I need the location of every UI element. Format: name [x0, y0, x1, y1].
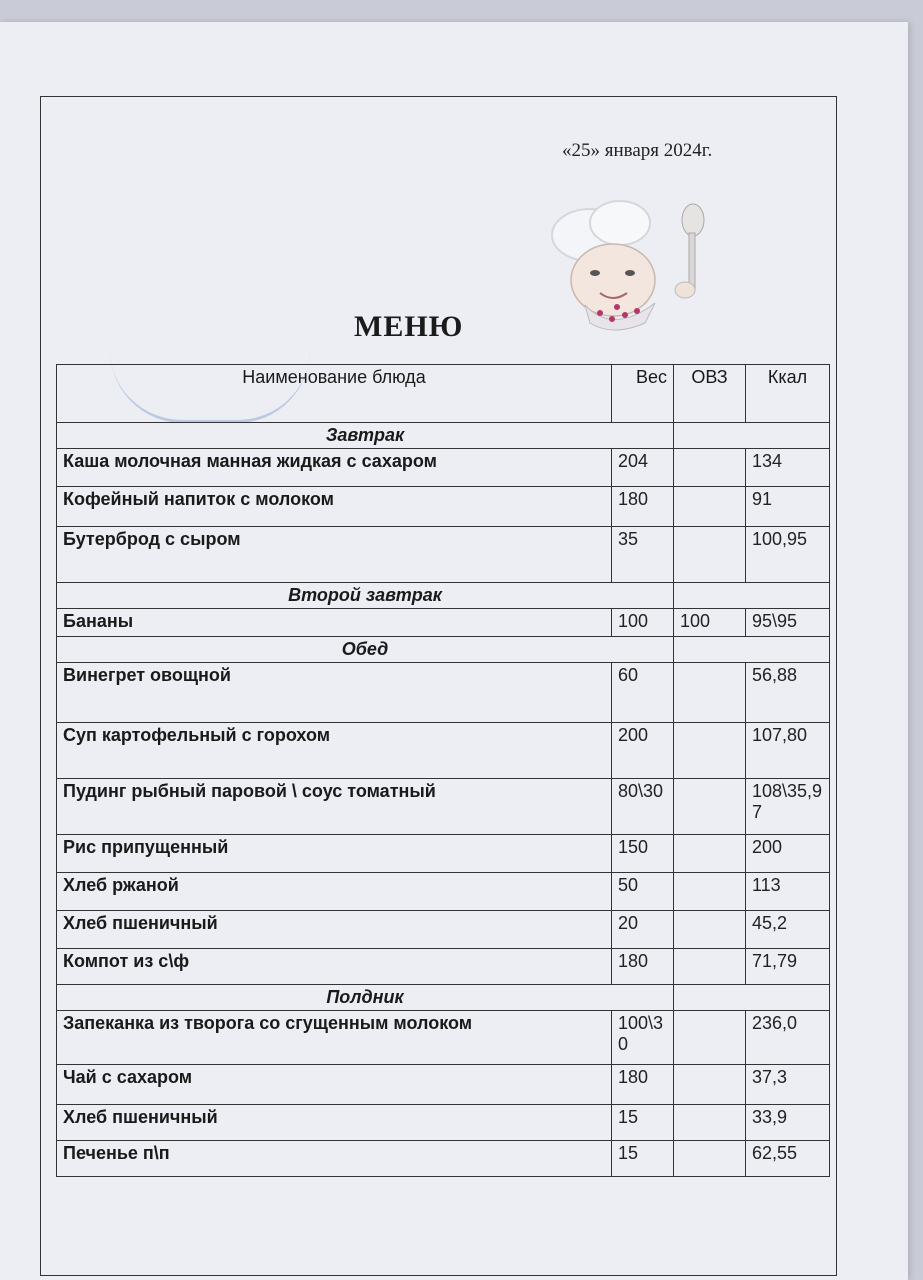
dish-name: Хлеб ржаной: [57, 873, 612, 911]
dish-weight: 35: [612, 527, 674, 583]
section-empty-cell: [674, 423, 830, 449]
dish-weight: 15: [612, 1105, 674, 1141]
dish-weight: 20: [612, 911, 674, 949]
table-row: [57, 1105, 830, 1141]
menu-table: [56, 364, 830, 1177]
dish-weight: 180: [612, 949, 674, 985]
menu-date: «25» января 2024г.: [562, 140, 713, 161]
dish-ovz: [674, 779, 746, 835]
dish-weight: 60: [612, 663, 674, 723]
dish-ovz: 100: [674, 609, 746, 637]
table-row: [57, 723, 830, 779]
section-empty-cell: [674, 985, 830, 1011]
table-row: [57, 835, 830, 873]
table-row: [57, 527, 830, 583]
dish-kcal: 236,0: [746, 1011, 830, 1065]
dish-name: Кофейный напиток с молоком: [57, 487, 612, 527]
chef-illustration: [545, 195, 715, 345]
table-row: [57, 911, 830, 949]
dish-weight: 180: [612, 487, 674, 527]
section-row: [57, 637, 830, 663]
section-empty-cell: [674, 583, 830, 609]
table-row: [57, 449, 830, 487]
section-title: Полдник: [57, 985, 674, 1011]
dish-kcal: 95\95: [746, 609, 830, 637]
dish-ovz: [674, 911, 746, 949]
dish-name: Запеканка из творога со сгущенным молоком: [57, 1011, 612, 1065]
page-title: МЕНЮ: [354, 310, 464, 343]
dish-name: Винегрет овощной: [57, 663, 612, 723]
dish-weight: 100\30: [612, 1011, 674, 1065]
column-header-weight: Вес: [612, 365, 674, 423]
table-row: [57, 609, 830, 637]
dish-weight: 50: [612, 873, 674, 911]
dish-name: Хлеб пшеничный: [57, 1105, 612, 1141]
table-row: [57, 663, 830, 723]
dish-kcal: 33,9: [746, 1105, 830, 1141]
dish-weight: 204: [612, 449, 674, 487]
table-row: [57, 779, 830, 835]
table-row: [57, 873, 830, 911]
dish-kcal: 100,95: [746, 527, 830, 583]
column-header-kcal: Ккал: [746, 365, 830, 423]
section-title: Обед: [57, 637, 674, 663]
dish-name: Каша молочная манная жидкая с сахаром: [57, 449, 612, 487]
dish-ovz: [674, 1105, 746, 1141]
dish-kcal: 113: [746, 873, 830, 911]
table-row: [57, 1141, 830, 1177]
dish-ovz: [674, 873, 746, 911]
dish-kcal: 134: [746, 449, 830, 487]
dish-ovz: [674, 527, 746, 583]
table-row: [57, 1065, 830, 1105]
dish-name: Печенье п\п: [57, 1141, 612, 1177]
dish-name: Бутерброд с сыром: [57, 527, 612, 583]
dish-ovz: [674, 449, 746, 487]
dish-name: Чай с сахаром: [57, 1065, 612, 1105]
dish-weight: 100: [612, 609, 674, 637]
column-header-name: Наименование блюда: [57, 365, 612, 423]
dish-name: Рис припущенный: [57, 835, 612, 873]
table-header-row: [57, 365, 830, 423]
dish-kcal: 200: [746, 835, 830, 873]
section-title: Завтрак: [57, 423, 674, 449]
dish-name: Суп картофельный с горохом: [57, 723, 612, 779]
dish-kcal: 91: [746, 487, 830, 527]
section-row: [57, 985, 830, 1011]
dish-weight: 200: [612, 723, 674, 779]
dish-ovz: [674, 1065, 746, 1105]
dish-ovz: [674, 949, 746, 985]
dish-kcal: 62,55: [746, 1141, 830, 1177]
dish-weight: 15: [612, 1141, 674, 1177]
section-row: [57, 423, 830, 449]
dish-ovz: [674, 487, 746, 527]
dish-ovz: [674, 1141, 746, 1177]
table-row: [57, 949, 830, 985]
table-row: [57, 487, 830, 527]
dish-weight: 150: [612, 835, 674, 873]
dish-weight: 180: [612, 1065, 674, 1105]
dish-name: Пудинг рыбный паровой \ соус томатный: [57, 779, 612, 835]
dish-kcal: 37,3: [746, 1065, 830, 1105]
dish-kcal: 45,2: [746, 911, 830, 949]
section-empty-cell: [674, 637, 830, 663]
dish-name: Бананы: [57, 609, 612, 637]
section-title: Второй завтрак: [57, 583, 674, 609]
dish-weight: 80\30: [612, 779, 674, 835]
column-header-ovz: ОВЗ: [674, 365, 746, 423]
dish-ovz: [674, 663, 746, 723]
section-row: [57, 583, 830, 609]
dish-kcal: 108\35,97: [746, 779, 830, 835]
dish-ovz: [674, 723, 746, 779]
table-row: [57, 1011, 830, 1065]
dish-ovz: [674, 1011, 746, 1065]
dish-name: Хлеб пшеничный: [57, 911, 612, 949]
dish-ovz: [674, 835, 746, 873]
dish-kcal: 71,79: [746, 949, 830, 985]
dish-kcal: 56,88: [746, 663, 830, 723]
dish-kcal: 107,80: [746, 723, 830, 779]
dish-name: Компот из с\ф: [57, 949, 612, 985]
